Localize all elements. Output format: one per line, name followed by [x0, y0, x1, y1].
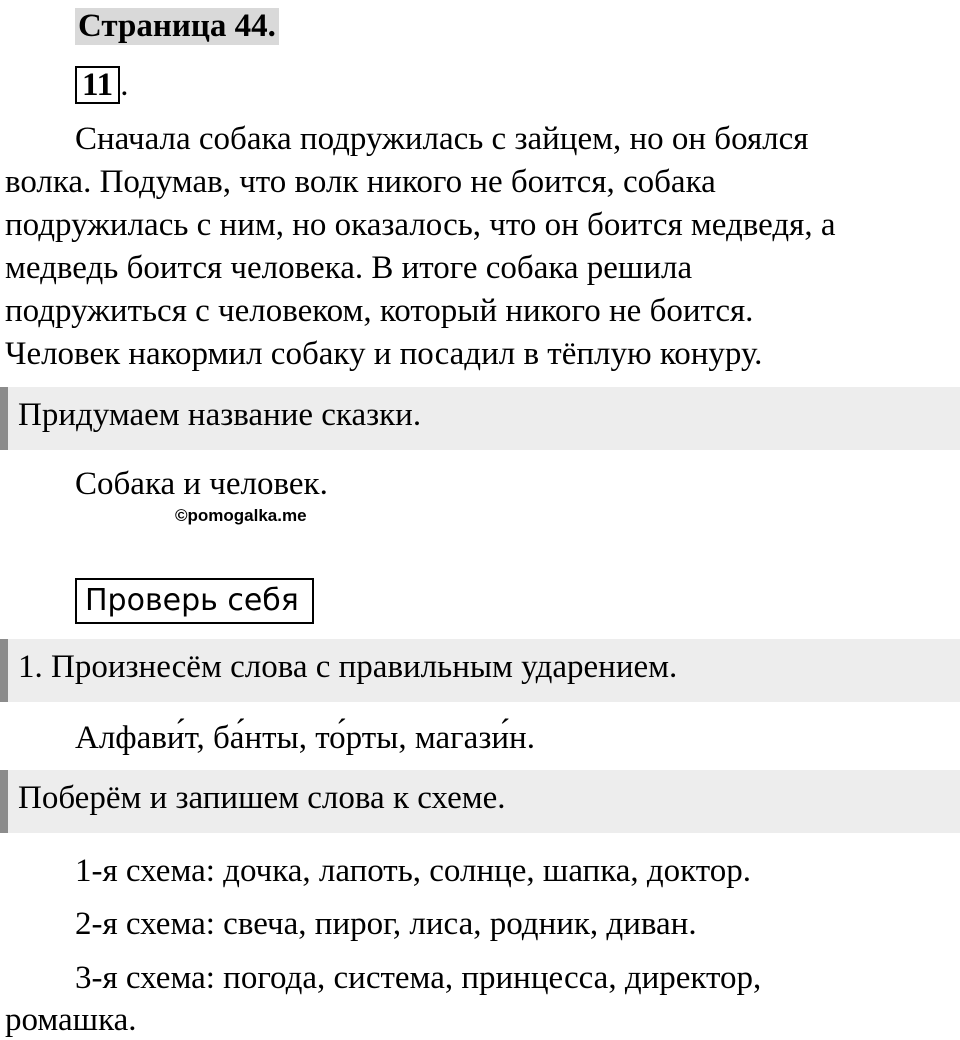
scheme-answer-line: ромашка.	[5, 1002, 137, 1038]
scheme-answer-line: 3-я схема: погода, система, принцесса, директор,	[75, 960, 762, 996]
scheme-answers	[5, 845, 955, 1040]
question-scheme-text: Поберём и запишем слова к схеме.	[18, 780, 506, 816]
answer-stress: Алфави́т, ба́нты, то́рты, магази́н.	[75, 720, 535, 756]
question-title-bar	[0, 387, 960, 450]
scheme-answer-line: 2-я схема: свеча, пирог, лиса, родник, диван.	[75, 906, 697, 942]
question-title-text: Придумаем название сказки.	[18, 397, 422, 433]
story-line: подружилась с ним, но оказалось, что он боится медведя, а	[5, 207, 836, 243]
question-stress-text: 1. Произнесём слова с правильным ударением.	[18, 649, 678, 685]
question-stress-bar	[0, 639, 960, 702]
watermark: ©pomogalka.me	[175, 506, 307, 525]
scheme-answer-line: 1-я схема: дочка, лапоть, солнце, шапка, доктор.	[75, 853, 752, 889]
check-yourself-label: Проверь себя	[75, 578, 314, 624]
story-line: Человек накормил собаку и посадил в тёплую конуру.	[5, 336, 763, 372]
task-number	[75, 66, 128, 104]
story-line: медведь боится человека. В итоге собака решила	[5, 250, 693, 286]
page-title: Страница 44.	[75, 8, 279, 45]
answer-title: Собака и человек.	[75, 466, 328, 502]
question-scheme-bar	[0, 770, 960, 833]
story-line: волка. Подумав, что волк никого не боится, собака	[5, 164, 716, 200]
story-paragraph	[5, 118, 955, 376]
task-number-suffix: .	[120, 67, 129, 103]
task-number-box: 11	[75, 66, 120, 104]
story-line: подружиться с человеком, который никого не боится.	[5, 293, 754, 329]
story-line: Сначала собака подружилась с зайцем, но он боялся	[75, 121, 809, 157]
